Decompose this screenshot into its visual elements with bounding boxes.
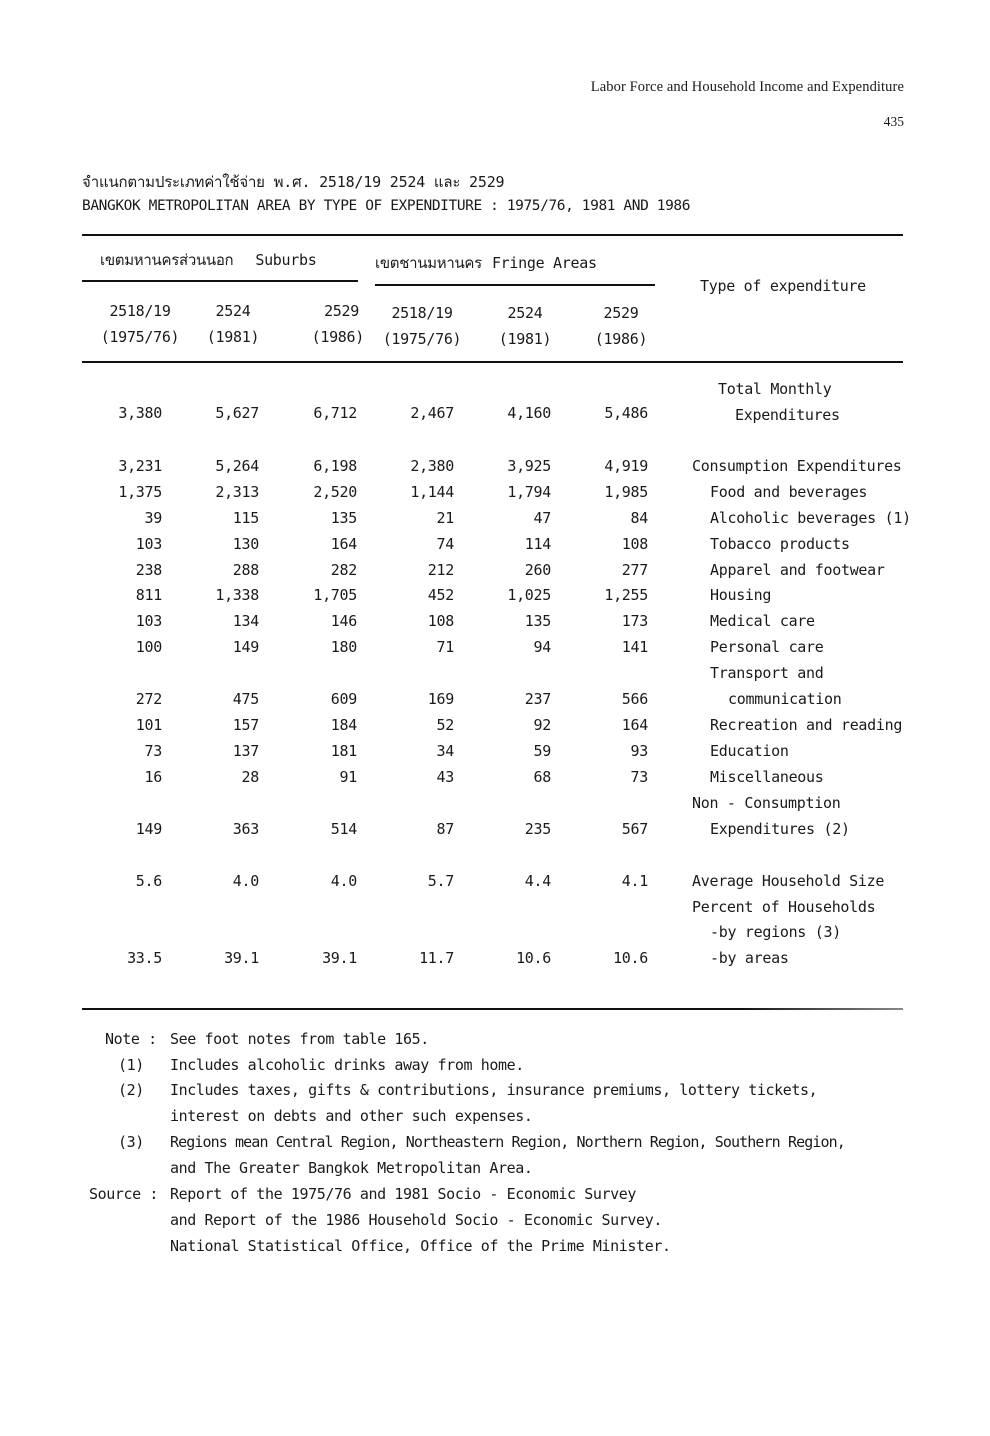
group-header-fringe-thai: เขตชานมหานคร — [375, 254, 482, 272]
table-cell: 149 — [135, 820, 162, 838]
table-cell: 5.7 — [427, 872, 454, 890]
table-cell: 52 — [436, 716, 454, 734]
footnote-2-text: Includes taxes, gifts & contributions, insurance premiums, lottery tickets, — [170, 1081, 818, 1099]
table-cell: 3,925 — [507, 457, 551, 475]
row-label-nonconsumption: Non - Consumption — [692, 794, 841, 812]
table-cell: 91 — [339, 768, 357, 786]
table-cell: 47 — [533, 509, 551, 527]
row-label-tobacco: Tobacco products — [710, 535, 850, 553]
table-cell: 73 — [630, 768, 648, 786]
table-cell: 288 — [232, 561, 259, 579]
table-cell: 811 — [135, 586, 162, 604]
table-cell: 108 — [427, 612, 454, 630]
row-label-transport-2: communication — [728, 690, 842, 708]
table-cell: 260 — [524, 561, 551, 579]
row-label-education: Education — [710, 742, 789, 760]
table-cell: 114 — [524, 535, 551, 553]
table-cell: 115 — [232, 509, 259, 527]
table-cell: 74 — [436, 535, 454, 553]
table-cell: 157 — [232, 716, 259, 734]
source-line-3: National Statistical Office, Office of the Prime Minister. — [170, 1237, 671, 1255]
footnote-2-text-2: interest on debts and other such expenses. — [170, 1107, 533, 1125]
table-cell: 141 — [621, 638, 648, 656]
table-cell: 10.6 — [516, 949, 551, 967]
header-bottom-rule — [82, 361, 903, 363]
table-cell: 567 — [621, 820, 648, 838]
group-header-suburbs — [100, 248, 316, 272]
table-cell: 282 — [330, 561, 357, 579]
row-label-food: Food and beverages — [710, 483, 868, 501]
table-cell: 21 — [436, 509, 454, 527]
table-cell: 59 — [533, 742, 551, 760]
table-cell: 514 — [330, 820, 357, 838]
table-cell: 43 — [436, 768, 454, 786]
row-label-apparel: Apparel and footwear — [710, 561, 885, 579]
table-cell: 87 — [436, 820, 454, 838]
table-cell: 212 — [427, 561, 454, 579]
column-header-2: 2524 (1981) — [206, 302, 260, 346]
table-title-thai: จำแนกตามประเภทค่าใช้จ่าย พ.ศ. 2518/19 2524 และ 2529 — [82, 173, 505, 191]
table-cell: 33.5 — [127, 949, 162, 967]
table-cell: 1,025 — [507, 586, 551, 604]
table-cell: 130 — [232, 535, 259, 553]
source-line-2: and Report of the 1986 Household Socio - Economic Survey. — [170, 1211, 662, 1229]
table-cell: 272 — [135, 690, 162, 708]
row-label-nonconsumption-2: Expenditures (2) — [710, 820, 850, 838]
column-header-5: 2524 (1981) — [498, 304, 552, 348]
table-cell: 137 — [232, 742, 259, 760]
table-cell: 108 — [621, 535, 648, 553]
table-cell: 235 — [524, 820, 551, 838]
note-label: Note : — [105, 1030, 157, 1048]
table-cell: 93 — [630, 742, 648, 760]
table-cell: 5.6 — [135, 872, 162, 890]
type-of-expenditure-header: Type of expenditure — [700, 277, 866, 295]
table-cell: 180 — [330, 638, 357, 656]
table-cell: 71 — [436, 638, 454, 656]
table-cell: 73 — [144, 742, 162, 760]
footnote-2-marker: (2) — [118, 1081, 144, 1099]
table-cell: 1,338 — [215, 586, 259, 604]
page-number: 435 — [883, 114, 904, 129]
table-cell: 2,520 — [313, 483, 357, 501]
table-cell: 238 — [135, 561, 162, 579]
table-cell: 11.7 — [419, 949, 454, 967]
table-cell: 39.1 — [322, 949, 357, 967]
table-cell: 135 — [524, 612, 551, 630]
running-head: Labor Force and Household Income and Expenditure — [590, 79, 904, 95]
column-header-4: 2518/19 (1975/76) — [382, 304, 462, 348]
table-cell: 3,380 — [118, 404, 162, 422]
row-label-medical: Medical care — [710, 612, 815, 630]
table-cell: 146 — [330, 612, 357, 630]
table-top-rule — [82, 234, 903, 236]
table-cell: 16 — [144, 768, 162, 786]
table-cell: 103 — [135, 535, 162, 553]
table-cell: 609 — [330, 690, 357, 708]
table-cell: 1,794 — [507, 483, 551, 501]
row-label-total-2: Expenditures — [735, 406, 840, 424]
table-cell: 475 — [232, 690, 259, 708]
table-cell: 1,705 — [313, 586, 357, 604]
table-cell: 173 — [621, 612, 648, 630]
footnote-3-text-2: and The Greater Bangkok Metropolitan Area. — [170, 1159, 533, 1177]
group-header-fringe — [375, 251, 597, 275]
table-cell: 68 — [533, 768, 551, 786]
row-label-percent: Percent of Households — [692, 898, 876, 916]
table-cell: 39 — [144, 509, 162, 527]
table-cell: 101 — [135, 716, 162, 734]
fringe-group-rule — [375, 284, 655, 286]
table-cell: 39.1 — [224, 949, 259, 967]
table-cell: 1,985 — [604, 483, 648, 501]
row-label-percent-areas: -by areas — [710, 949, 789, 967]
table-cell: 277 — [621, 561, 648, 579]
table-cell: 4,160 — [507, 404, 551, 422]
note-text: See foot notes from table 165. — [170, 1030, 429, 1048]
suburbs-group-rule — [82, 280, 358, 282]
footnote-1-marker: (1) — [118, 1056, 144, 1074]
row-label-housing: Housing — [710, 586, 772, 604]
table-cell: 237 — [524, 690, 551, 708]
table-cell: 10.6 — [613, 949, 648, 967]
row-label-household-size: Average Household Size — [692, 872, 885, 890]
group-header-suburbs-english: Suburbs — [255, 251, 317, 269]
table-cell: 149 — [232, 638, 259, 656]
table-cell: 100 — [135, 638, 162, 656]
table-cell: 4,919 — [604, 457, 648, 475]
group-header-suburbs-thai: เขตมหานครส่วนนอก — [100, 251, 234, 269]
table-cell: 103 — [135, 612, 162, 630]
table-cell: 4.0 — [232, 872, 259, 890]
footnote-3-text: Regions mean Central Region, Northeastern Region, Northern Region, Southern Region, — [170, 1133, 845, 1151]
table-cell: 1,144 — [410, 483, 454, 501]
table-cell: 5,627 — [215, 404, 259, 422]
table-cell: 94 — [533, 638, 551, 656]
group-header-fringe-english: Fringe Areas — [491, 254, 597, 272]
table-cell: 6,198 — [313, 457, 357, 475]
table-cell: 134 — [232, 612, 259, 630]
table-cell: 4.1 — [621, 872, 648, 890]
source-line-1: Report of the 1975/76 and 1981 Socio - Economic Survey — [170, 1185, 637, 1203]
table-cell: 5,264 — [215, 457, 259, 475]
table-cell: 5,486 — [604, 404, 648, 422]
row-label-consumption: Consumption Expenditures — [692, 457, 902, 475]
table-cell: 28 — [241, 768, 259, 786]
table-cell: 84 — [630, 509, 648, 527]
column-header-6: 2529 (1986) — [594, 304, 648, 348]
column-header-1: 2518/19 (1975/76) — [100, 302, 180, 346]
row-label-transport: Transport and — [710, 664, 824, 682]
table-title-english: BANGKOK METROPOLITAN AREA BY TYPE OF EXPENDITURE : 1975/76, 1981 AND 1986 — [82, 198, 691, 214]
table-cell: 452 — [427, 586, 454, 604]
table-cell: 2,467 — [410, 404, 454, 422]
footnote-1-text: Includes alcoholic drinks away from home. — [170, 1056, 524, 1074]
row-label-alcohol: Alcoholic beverages (1) — [710, 509, 911, 527]
table-cell: 3,231 — [118, 457, 162, 475]
table-cell: 566 — [621, 690, 648, 708]
column-header-3: 2529 (1986) — [311, 302, 364, 346]
table-cell: 164 — [621, 716, 648, 734]
table-cell: 2,313 — [215, 483, 259, 501]
footnote-3-marker: (3) — [118, 1133, 144, 1151]
row-label-percent-regions: -by regions (3) — [710, 923, 841, 941]
table-cell: 181 — [330, 742, 357, 760]
table-cell: 135 — [330, 509, 357, 527]
table-cell: 1,255 — [604, 586, 648, 604]
table-cell: 1,375 — [118, 483, 162, 501]
row-label-misc: Miscellaneous — [710, 768, 824, 786]
table-cell: 6,712 — [313, 404, 357, 422]
table-cell: 4.0 — [330, 872, 357, 890]
table-cell: 34 — [436, 742, 454, 760]
table-cell: 184 — [330, 716, 357, 734]
table-cell: 4.4 — [524, 872, 551, 890]
row-label-total: Total Monthly — [718, 380, 832, 398]
table-cell: 169 — [427, 690, 454, 708]
table-cell: 164 — [330, 535, 357, 553]
table-bottom-rule — [82, 1008, 903, 1010]
table-cell: 92 — [533, 716, 551, 734]
table-cell: 2,380 — [410, 457, 454, 475]
source-label: Source : — [89, 1185, 159, 1203]
row-label-recreation: Recreation and reading — [710, 716, 903, 734]
table-cell: 363 — [232, 820, 259, 838]
row-label-personal: Personal care — [710, 638, 824, 656]
